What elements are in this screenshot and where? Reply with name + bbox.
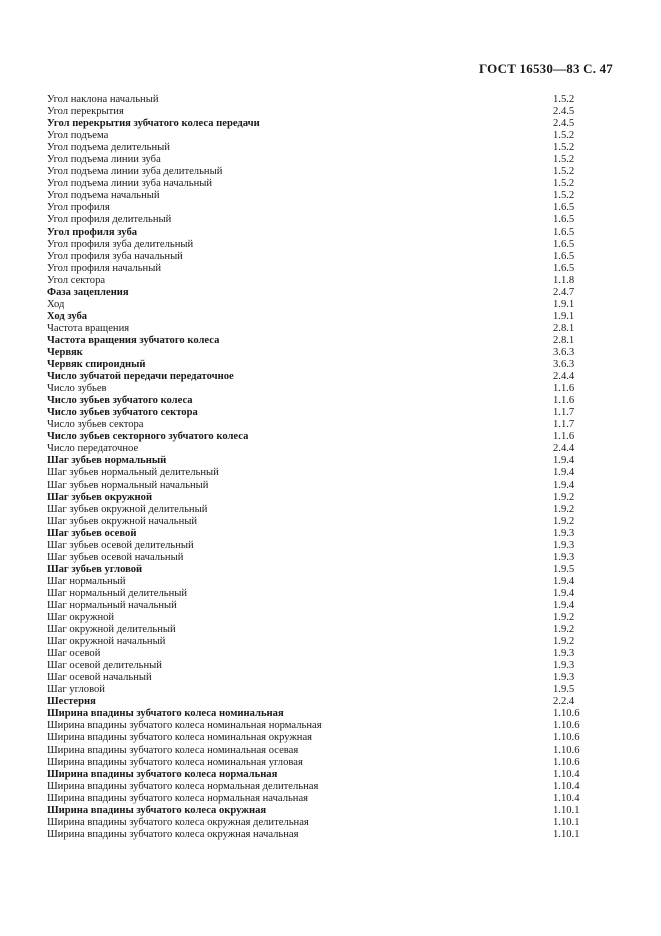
entry-reference: 1.6.5: [553, 238, 575, 250]
entry-reference: 1.10.6: [553, 732, 580, 744]
entry-term: Шаг осевой делительный: [47, 660, 162, 672]
index-entry: [47, 455, 587, 467]
entry-term: Угол профиля начальный: [47, 262, 161, 274]
entry-reference: 3.6.3: [553, 346, 575, 358]
entry-term: Ход: [47, 298, 65, 310]
entry-reference: 1.5.2: [553, 190, 575, 202]
entry-reference: 2.4.4: [553, 443, 575, 455]
entry-reference: 1.1.6: [553, 395, 575, 407]
entry-term: Шаг окружной: [47, 612, 115, 624]
entry-term: Шаг зубьев окружной: [47, 491, 153, 503]
index-entry: [47, 395, 587, 407]
entry-reference: 2.8.1: [553, 334, 575, 346]
entry-reference: 1.9.2: [553, 491, 575, 503]
entry-reference: 1.10.6: [553, 720, 580, 732]
entry-term: Шаг нормальный делительный: [47, 587, 188, 599]
entry-reference: 2.4.5: [553, 118, 575, 130]
index-entry: [47, 443, 587, 455]
entry-reference: 1.1.6: [553, 431, 575, 443]
index-entry: [47, 660, 587, 672]
entry-reference: 1.5.2: [553, 94, 575, 105]
entry-term: Шаг осевой начальный: [47, 672, 152, 684]
entry-reference: 1.9.3: [553, 672, 575, 684]
index-entry: [47, 251, 587, 263]
index-entry: [47, 732, 587, 744]
entry-reference: 1.6.5: [553, 250, 575, 262]
entry-reference: 1.9.4: [553, 467, 575, 479]
entry-reference: 1.10.6: [553, 744, 580, 756]
entry-reference: 1.9.5: [553, 684, 575, 696]
entry-term: Шаг нормальный начальный: [47, 599, 177, 611]
entry-reference: 2.4.5: [553, 106, 575, 118]
index-entry: [47, 540, 587, 552]
entry-reference: 1.5.2: [553, 178, 575, 190]
entry-reference: 1.6.5: [553, 262, 575, 274]
entry-reference: 1.9.2: [553, 624, 575, 636]
entry-term: Шаг зубьев окружной делительный: [47, 503, 208, 515]
index-entry: [47, 214, 587, 226]
index-entry: [47, 480, 587, 492]
entry-reference: 1.1.7: [553, 419, 575, 431]
index-entry: [47, 612, 587, 624]
entry-term: Угол профиля: [47, 202, 110, 214]
index-entry: [47, 576, 587, 588]
entry-term: Частота вращения зубчатого колеса: [47, 334, 220, 346]
index-entry: [47, 227, 587, 239]
entry-term: Угол профиля зуба делительный: [47, 238, 194, 250]
index-entry: [47, 407, 587, 419]
entry-term: Шаг зубьев окружной начальный: [47, 515, 198, 527]
entry-reference: 1.10.1: [553, 816, 580, 828]
entry-term: Червяк спироидный: [47, 359, 146, 371]
entry-reference: 1.9.4: [553, 455, 575, 467]
entry-term: Угол подъема линии зуба: [47, 154, 161, 166]
entry-reference: 1.9.4: [553, 575, 575, 587]
index-entry: [47, 805, 587, 817]
entry-term: Угол подъема делительный: [47, 142, 170, 154]
index-entry: [47, 781, 587, 793]
index-entry: [47, 672, 587, 684]
index-entry: [47, 504, 587, 516]
entry-reference: 1.10.6: [553, 708, 580, 720]
index-entry: [47, 347, 587, 359]
index-entry: [47, 106, 587, 118]
entry-reference: 1.1.8: [553, 274, 575, 286]
index-entry: [47, 178, 587, 190]
entry-reference: 1.9.2: [553, 636, 575, 648]
entry-reference: 1.1.7: [553, 407, 575, 419]
index-entry: [47, 118, 587, 130]
index-entry: [47, 793, 587, 805]
index-entry: [47, 564, 587, 576]
entry-reference: 2.4.4: [553, 371, 575, 383]
entry-reference: 1.9.3: [553, 648, 575, 660]
entry-term: Ширина впадины зубчатого колеса номинальная угловая: [47, 756, 303, 768]
entry-term: Шаг осевой: [47, 648, 101, 660]
entry-reference: 1.9.3: [553, 539, 575, 551]
entry-term: Ход зуба: [47, 310, 88, 322]
index-entry: [47, 275, 587, 287]
index-entry: [47, 323, 587, 335]
entry-term: Шаг зубьев нормальный начальный: [47, 479, 209, 491]
entry-reference: 1.9.3: [553, 527, 575, 539]
index-entry: [47, 154, 587, 166]
entry-term: Шаг окружной начальный: [47, 636, 166, 648]
index-entry: [47, 202, 587, 214]
index-entry: [47, 624, 587, 636]
entry-term: Угол профиля делительный: [47, 214, 172, 226]
entry-term: Шаг нормальный: [47, 575, 126, 587]
entry-reference: 1.9.2: [553, 612, 575, 624]
index-entry: [47, 696, 587, 708]
entry-term: Число зубчатой передачи передаточное: [47, 371, 234, 383]
entry-reference: 1.9.4: [553, 587, 575, 599]
entry-term: Ширина впадины зубчатого колеса номинальная окружная: [47, 732, 313, 744]
index-entry: [47, 383, 587, 395]
index-entry: [47, 600, 587, 612]
index-entry: [47, 817, 587, 829]
entry-term: Угол подъема начальный: [47, 190, 160, 202]
index-entry: [47, 516, 587, 528]
index-entry: [47, 287, 587, 299]
index-entry: [47, 130, 587, 142]
entry-term: Ширина впадины зубчатого колеса номинальная: [47, 708, 284, 720]
entry-term: Ширина впадины зубчатого колеса номинальная осевая: [47, 744, 299, 756]
index-entry: [47, 190, 587, 202]
entry-term: Шаг зубьев осевой: [47, 527, 137, 539]
entry-term: Ширина впадины зубчатого колеса окружная: [47, 804, 267, 816]
entry-reference: 1.5.2: [553, 130, 575, 142]
index-entry: [47, 359, 587, 371]
entry-reference: 1.10.1: [553, 828, 580, 840]
index-entry: [47, 166, 587, 178]
index-entry: [47, 684, 587, 696]
index-entry: [47, 299, 587, 311]
entry-reference: 2.4.7: [553, 286, 575, 298]
entry-term: Число зубьев зубчатого колеса: [47, 395, 193, 407]
entry-term: Ширина впадины зубчатого колеса нормальная делительная: [47, 780, 319, 792]
index-entry: [47, 708, 587, 720]
entry-reference: 1.10.4: [553, 768, 580, 780]
entry-term: Шаг зубьев нормальный: [47, 455, 167, 467]
entry-reference: 1.9.2: [553, 503, 575, 515]
entry-reference: 1.9.5: [553, 563, 575, 575]
entry-term: Ширина впадины зубчатого колеса нормальная: [47, 768, 278, 780]
entry-term: Угол профиля зуба начальный: [47, 250, 183, 262]
index-entry: [47, 745, 587, 757]
page-header: ГОСТ 16530—83 С. 47: [479, 61, 613, 76]
entry-term: Угол подъема линии зуба начальный: [47, 178, 213, 190]
entry-term: Угол перекрытия зубчатого колеса передачи: [47, 118, 260, 130]
index-entry: [47, 648, 587, 660]
entry-term: Шаг зубьев осевой начальный: [47, 551, 184, 563]
index-entry: [47, 636, 587, 648]
entry-reference: 2.2.4: [553, 696, 575, 708]
entry-reference: 1.1.6: [553, 383, 575, 395]
entry-reference: 1.9.1: [553, 298, 575, 310]
index-entry: [47, 588, 587, 600]
entry-term: Угол сектора: [47, 274, 106, 286]
entry-term: Число зубьев сектора: [47, 419, 144, 431]
index-entry: [47, 335, 587, 347]
entry-term: Угол подъема: [47, 130, 109, 142]
index-entry: [47, 552, 587, 564]
entry-reference: 1.9.4: [553, 479, 575, 491]
index-entry: [47, 769, 587, 781]
entry-reference: 1.6.5: [553, 214, 575, 226]
entry-term: Частота вращения: [47, 322, 130, 334]
entry-term: Угол наклона начальный: [47, 94, 159, 105]
entry-term: Число зубьев зубчатого сектора: [47, 407, 198, 419]
entry-term: Шаг зубьев осевой делительный: [47, 539, 194, 551]
entry-reference: 1.5.2: [553, 154, 575, 166]
entry-term: Ширина впадины зубчатого колеса номинальная нормальная: [47, 720, 322, 732]
entry-term: Угол подъема линии зуба делительный: [47, 166, 223, 178]
index-entry: [47, 757, 587, 769]
index-entry: [47, 528, 587, 540]
entry-reference: 1.5.2: [553, 166, 575, 178]
entry-reference: 1.10.6: [553, 756, 580, 768]
index-entry: [47, 467, 587, 479]
entry-term: Число зубьев: [47, 383, 107, 395]
entry-reference: 1.9.3: [553, 660, 575, 672]
index-entry: [47, 431, 587, 443]
entry-term: Шестерня: [47, 696, 96, 708]
entry-reference: 1.10.4: [553, 780, 580, 792]
entry-term: Ширина впадины зубчатого колеса окружная делительная: [47, 816, 309, 828]
entry-term: Угол перекрытия: [47, 106, 124, 118]
entry-reference: 1.9.2: [553, 515, 575, 527]
entry-term: Угол профиля зуба: [47, 226, 138, 238]
index-entry: [47, 142, 587, 154]
entry-term: Ширина впадины зубчатого колеса нормальная начальная: [47, 792, 309, 804]
entry-reference: 1.10.1: [553, 804, 580, 816]
entry-term: Ширина впадины зубчатого колеса окружная начальная: [47, 828, 299, 840]
term-index-list: [47, 94, 587, 841]
index-entry: [47, 492, 587, 504]
entry-term: Шаг зубьев нормальный делительный: [47, 467, 219, 479]
entry-reference: 1.9.4: [553, 599, 575, 611]
entry-term: Число зубьев секторного зубчатого колеса: [47, 431, 249, 443]
index-entry: [47, 263, 587, 275]
index-entry: [47, 720, 587, 732]
index-entry: [47, 311, 587, 323]
entry-term: Число передаточное: [47, 443, 139, 455]
entry-reference: 1.9.1: [553, 310, 575, 322]
entry-reference: 1.9.3: [553, 551, 575, 563]
index-entry: [47, 371, 587, 383]
entry-term: Червяк: [47, 346, 83, 358]
entry-reference: 2.8.1: [553, 322, 575, 334]
entry-reference: 1.6.5: [553, 226, 575, 238]
entry-term: Шаг угловой: [47, 684, 105, 696]
index-entry: [47, 239, 587, 251]
entry-term: Фаза зацепления: [47, 286, 129, 298]
entry-term: Шаг зубьев угловой: [47, 563, 143, 575]
index-entry: [47, 829, 587, 841]
entry-reference: 1.10.4: [553, 792, 580, 804]
index-entry: [47, 419, 587, 431]
entry-term: Шаг окружной делительный: [47, 624, 176, 636]
index-entry: [47, 94, 587, 106]
entry-reference: 3.6.3: [553, 359, 575, 371]
entry-reference: 1.6.5: [553, 202, 575, 214]
entry-reference: 1.5.2: [553, 142, 575, 154]
